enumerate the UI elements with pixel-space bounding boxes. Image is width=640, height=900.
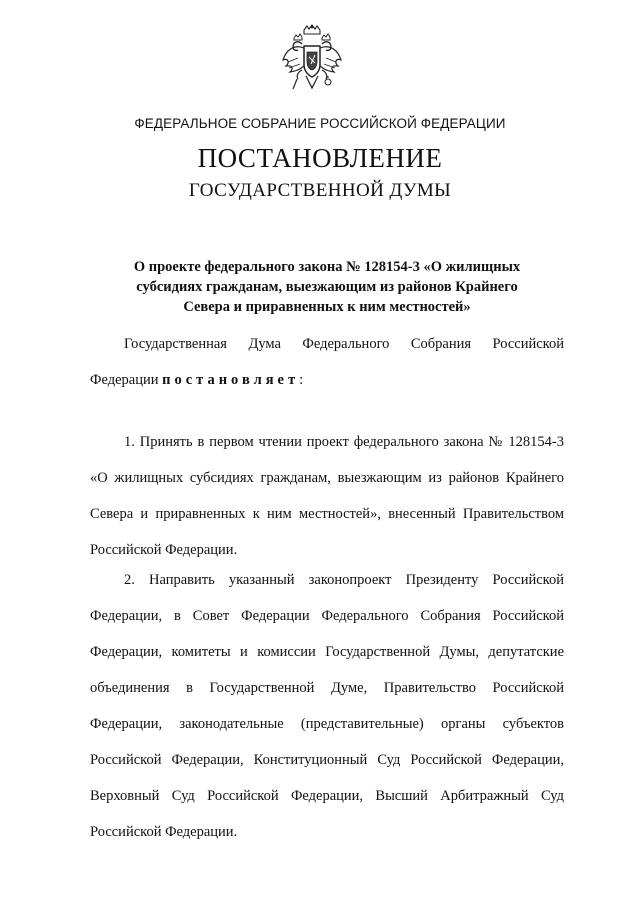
paragraph-text: 1. Принять в первом чтении проект федерального закона № 128154-3 «О жилищных субсидиях гражданам, выезжающим из районов Крайнего Севера и приравненных к ним местностей», внесенный Правительством Российской Федерации. <box>90 434 564 558</box>
document-subtitle: ГОСУДАРСТВЕННОЙ ДУМЫ <box>188 180 452 201</box>
organization-name: ФЕДЕРАЛЬНОЕ СОБРАНИЕ РОССИЙСКОЙ ФЕДЕРАЦИИ <box>134 116 506 131</box>
preamble-paragraph <box>90 326 564 398</box>
heading-line: субсидиях гражданам, выезжающим из районов Крайнего <box>136 279 518 295</box>
heading-line: О проекте федерального закона № 128154-3 «О жилищных <box>133 259 521 275</box>
paragraph-1 <box>90 424 564 568</box>
heading-line: Севера и приравненных к ним местностей» <box>183 299 471 315</box>
resolves-suffix: : <box>299 372 304 388</box>
paragraph-2 <box>90 562 564 850</box>
resolves-word: постановляет <box>162 372 300 388</box>
resolution-heading <box>90 257 564 317</box>
preamble-text: Государственная Дума Федерального Собрания Российской Федерации <box>90 336 564 388</box>
document-title: ПОСТАНОВЛЕНИЕ <box>197 143 443 173</box>
paragraph-text: 2. Направить указанный законопроект Президенту Российской Федерации, в Совет Федерации Федерального Собрания Российской Федерации, комитеты и комиссии Государственной Думы, депутатские объединения в Государственной Думе, Правительство Российской Федерации, законодательные (представительные) органы субъектов Российской Федерации, Конституционный Суд Российской Федерации, Верховный Суд Российской Федерации, Высший Арбитражный Суд Российской Федерации. <box>90 572 564 840</box>
russian-coat-of-arms-icon <box>280 24 344 94</box>
